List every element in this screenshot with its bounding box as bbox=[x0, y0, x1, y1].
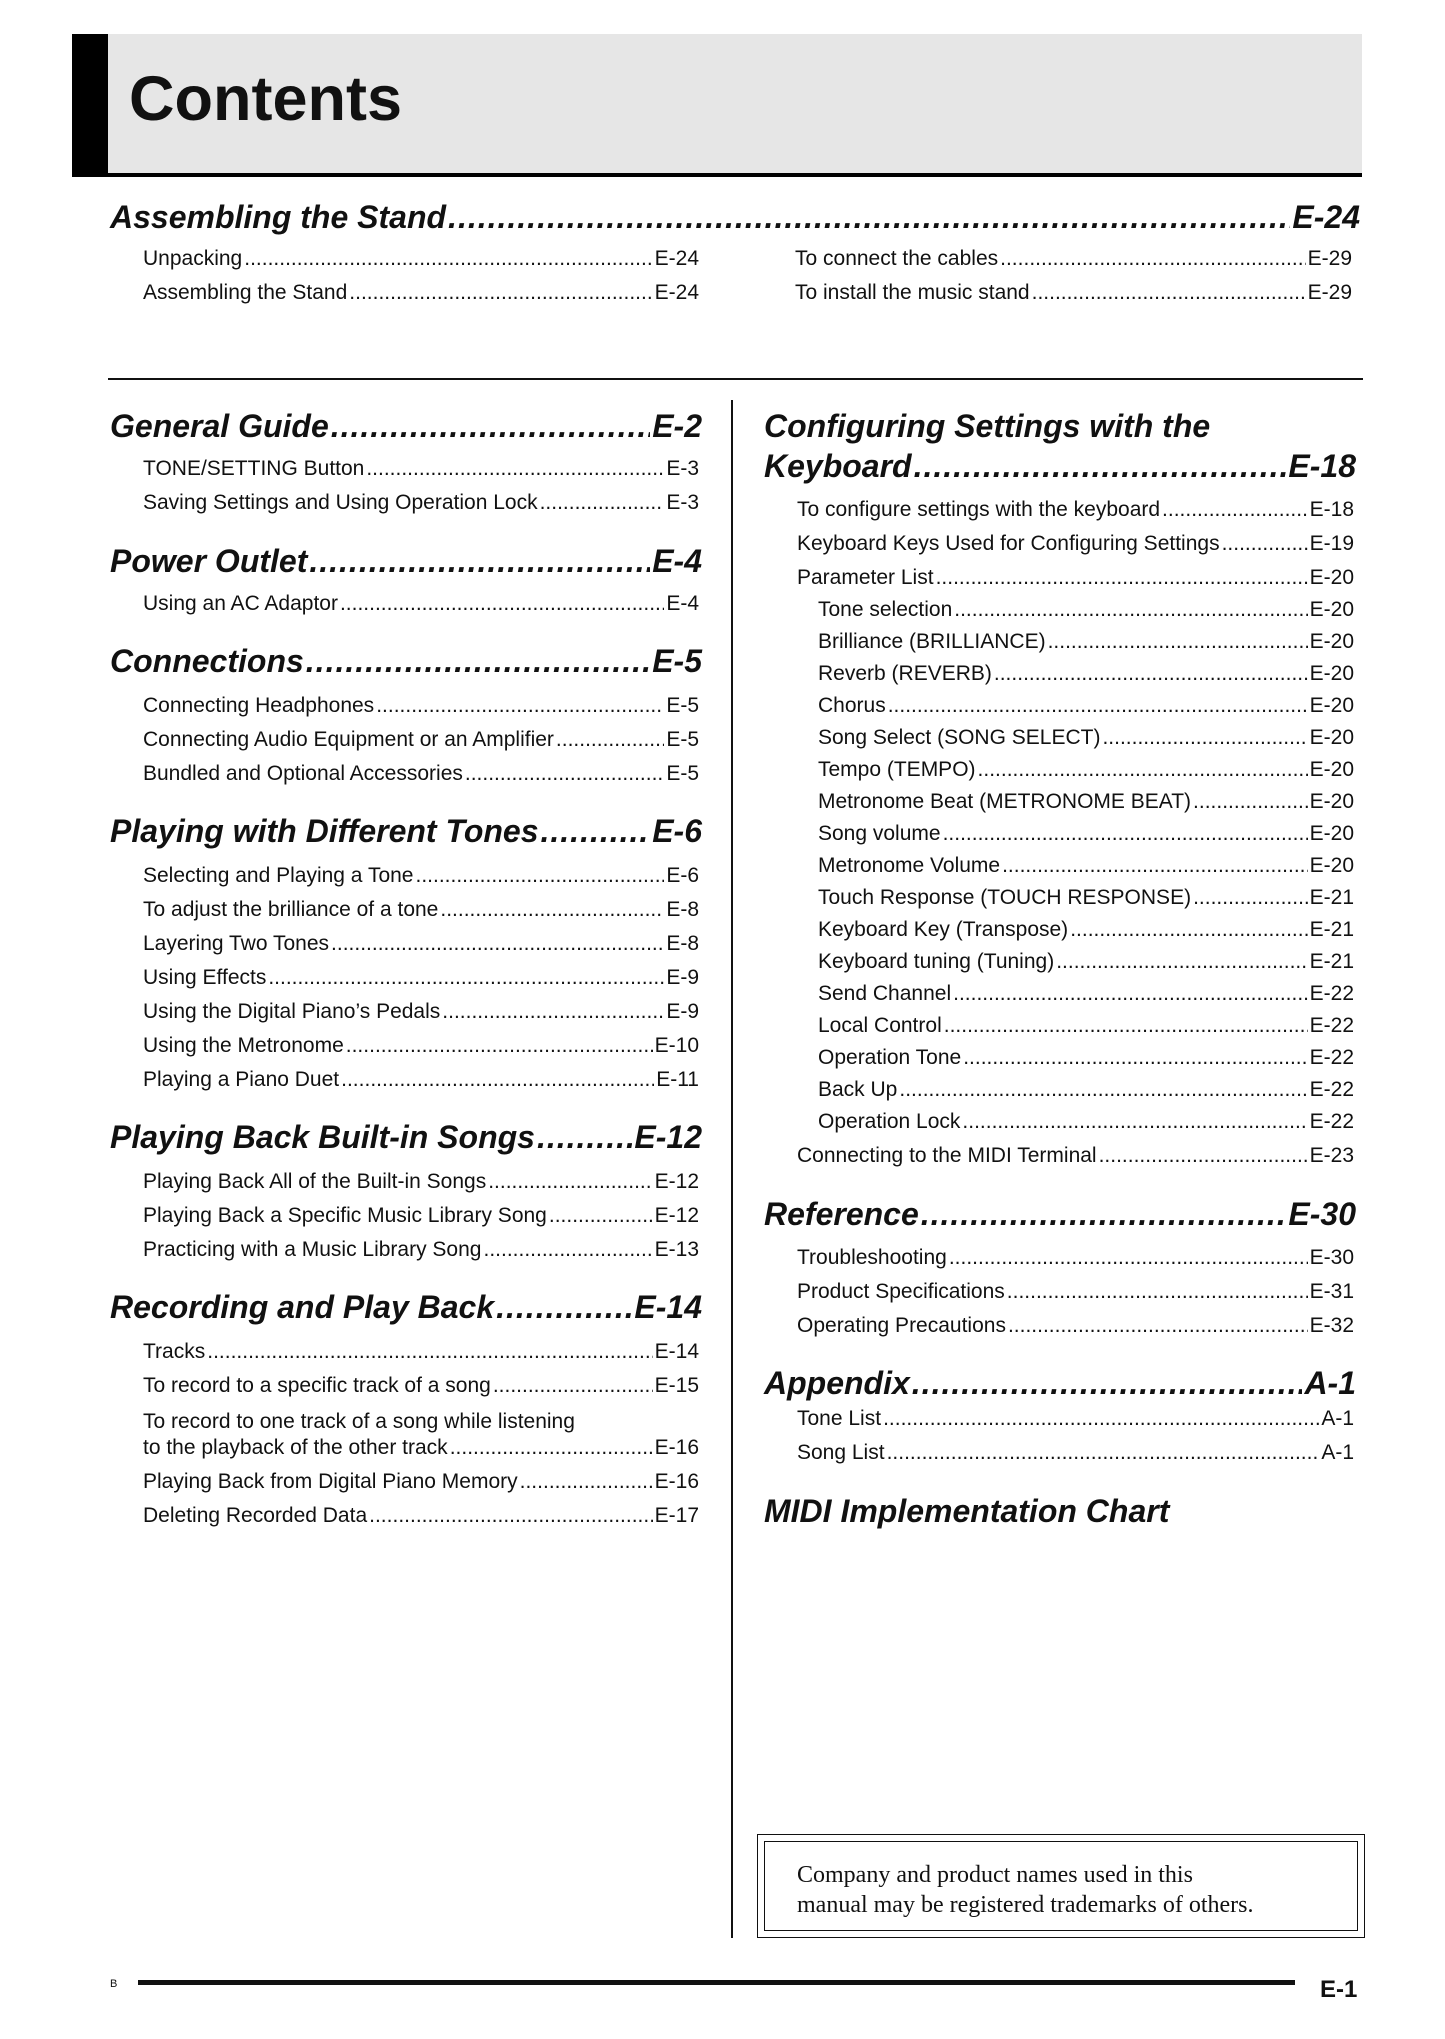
toc-entry[interactable]: Playing a Piano Duet ..... E-11 bbox=[143, 1067, 699, 1093]
toc-subentry[interactable]: Keyboard tuning (Tuning) ..... E-21 bbox=[818, 949, 1354, 975]
footer-rule bbox=[138, 1980, 1295, 1985]
toc-entry[interactable]: Unpacking ..... E-24 bbox=[143, 246, 699, 272]
toc-entry[interactable]: Troubleshooting ..... E-30 bbox=[797, 1245, 1354, 1271]
toc-section-reference[interactable]: Reference ..... E-30 bbox=[764, 1195, 1356, 1233]
toc-entry[interactable]: Product Specifications ..... E-31 bbox=[797, 1279, 1354, 1305]
toc-entry[interactable]: Tracks ..... E-14 bbox=[143, 1339, 699, 1365]
toc-subentry[interactable]: Send Channel ..... E-22 bbox=[818, 981, 1354, 1007]
toc-subentry[interactable]: Operation Tone ..... E-22 bbox=[818, 1045, 1354, 1071]
toc-entry[interactable]: Playing Back All of the Built-in Songs ..... E-12 bbox=[143, 1169, 699, 1195]
toc-entry[interactable]: Deleting Recorded Data ..... E-17 bbox=[143, 1503, 699, 1529]
column-divider bbox=[731, 400, 733, 1938]
toc-entry[interactable]: Using an AC Adaptor ..... E-4 bbox=[143, 591, 699, 617]
toc-subentry[interactable]: Back Up ..... E-22 bbox=[818, 1077, 1354, 1103]
toc-entry[interactable]: Keyboard Keys Used for Configuring Settings ..... E-19 bbox=[797, 531, 1354, 557]
toc-entry[interactable]: TONE/SETTING Button ..... E-3 bbox=[143, 456, 699, 482]
toc-subentry[interactable]: Brilliance (BRILLIANCE) ..... E-20 bbox=[818, 629, 1354, 655]
toc-entry[interactable]: Selecting and Playing a Tone ..... E-6 bbox=[143, 863, 699, 889]
toc-subentry[interactable]: Chorus ..... E-20 bbox=[818, 693, 1354, 719]
toc-entry[interactable]: To adjust the brilliance of a tone ..... E-8 bbox=[143, 897, 699, 923]
toc-subentry[interactable]: Metronome Volume ..... E-20 bbox=[818, 853, 1354, 879]
toc-entry[interactable]: Playing Back from Digital Piano Memory ..... E-16 bbox=[143, 1469, 699, 1495]
header-bar bbox=[72, 34, 108, 173]
toc-section-stand[interactable] bbox=[110, 198, 1360, 236]
toc-section-power-outlet[interactable]: Power Outlet ..... E-4 bbox=[110, 542, 702, 580]
toc-subentry[interactable]: Metronome Beat (METRONOME BEAT) ..... E-20 bbox=[818, 789, 1354, 815]
toc-section-connections[interactable]: Connections ..... E-5 bbox=[110, 642, 702, 680]
footer-letter: B bbox=[110, 1978, 118, 1990]
toc-subentry[interactable]: Operation Lock ..... E-22 bbox=[818, 1109, 1354, 1135]
contents-header bbox=[72, 34, 1362, 177]
toc-section-general-guide[interactable]: General Guide ..... E-2 bbox=[110, 407, 702, 445]
toc-entry[interactable]: Connecting Audio Equipment or an Amplifier ..... E-5 bbox=[143, 727, 699, 753]
notice-line-1: Company and product names used in this bbox=[797, 1862, 1193, 1888]
trademark-notice-inner bbox=[764, 1841, 1358, 1931]
section-page: E-24 bbox=[1292, 199, 1360, 235]
page-number: E-1 bbox=[1320, 1976, 1358, 2003]
toc-subentry[interactable]: Song Select (SONG SELECT) ..... E-20 bbox=[818, 725, 1354, 751]
toc-entry[interactable]: To connect the cables ..... E-29 bbox=[795, 246, 1352, 272]
toc-entry[interactable]: Playing Back a Specific Music Library Song ..... E-12 bbox=[143, 1203, 699, 1229]
toc-entry[interactable]: Assembling the Stand ..... E-24 bbox=[143, 280, 699, 306]
toc-entry[interactable]: To configure settings with the keyboard ..... E-18 bbox=[797, 497, 1354, 523]
page-title: Contents bbox=[129, 64, 402, 134]
toc-subentry[interactable]: Tempo (TEMPO) ..... E-20 bbox=[818, 757, 1354, 783]
toc-subentry[interactable]: Local Control ..... E-22 bbox=[818, 1013, 1354, 1039]
toc-subentry[interactable]: Keyboard Key (Transpose) ..... E-21 bbox=[818, 917, 1354, 943]
toc-entry[interactable]: Connecting to the MIDI Terminal ..... E-23 bbox=[797, 1143, 1354, 1169]
toc-entry[interactable]: to the playback of the other track ..... E-16 bbox=[143, 1435, 699, 1461]
toc-section-recording[interactable]: Recording and Play Back ..... E-14 bbox=[110, 1288, 702, 1326]
toc-section-midi-chart[interactable]: MIDI Implementation Chart bbox=[764, 1493, 1170, 1529]
toc-entry[interactable]: Saving Settings and Using Operation Lock ..... E-3 bbox=[143, 490, 699, 516]
toc-entry[interactable]: Using the Metronome ..... E-10 bbox=[143, 1033, 699, 1059]
toc-section-tones[interactable]: Playing with Different Tones ..... E-6 bbox=[110, 812, 702, 850]
toc-entry[interactable]: Layering Two Tones ..... E-8 bbox=[143, 931, 699, 957]
toc-subentry[interactable]: Touch Response (TOUCH RESPONSE) ..... E-21 bbox=[818, 885, 1354, 911]
trademark-notice bbox=[757, 1834, 1365, 1938]
toc-subentry[interactable]: Reverb (REVERB) ..... E-20 bbox=[818, 661, 1354, 687]
toc-entry[interactable]: Bundled and Optional Accessories ..... E-5 bbox=[143, 761, 699, 787]
toc-entry[interactable]: Using Effects ..... E-9 bbox=[143, 965, 699, 991]
toc-subentry[interactable]: Tone selection ..... E-20 bbox=[818, 597, 1354, 623]
toc-entry-line[interactable]: To record to one track of a song while listening bbox=[143, 1410, 575, 1433]
toc-entry[interactable]: Parameter List ..... E-20 bbox=[797, 565, 1354, 591]
toc-entry[interactable]: Operating Precautions ..... E-32 bbox=[797, 1313, 1354, 1339]
toc-section-config[interactable]: Keyboard ..... E-18 bbox=[764, 447, 1356, 485]
toc-entry[interactable]: Tone List ..... A-1 bbox=[797, 1406, 1354, 1432]
section-divider bbox=[108, 378, 1363, 380]
section-title: Assembling the Stand bbox=[110, 199, 447, 235]
toc-entry[interactable]: Practicing with a Music Library Song ..... E-13 bbox=[143, 1237, 699, 1263]
toc-entry[interactable]: Song List ..... A-1 bbox=[797, 1440, 1354, 1466]
notice-line-2: manual may be registered trademarks of others. bbox=[797, 1892, 1254, 1918]
toc-subentry[interactable]: Song volume ..... E-20 bbox=[818, 821, 1354, 847]
toc-entry[interactable]: Using the Digital Piano’s Pedals ..... E-9 bbox=[143, 999, 699, 1025]
toc-entry[interactable]: Connecting Headphones ..... E-5 bbox=[143, 693, 699, 719]
toc-section-songs[interactable]: Playing Back Built-in Songs ..... E-12 bbox=[110, 1118, 702, 1156]
toc-section-appendix[interactable]: Appendix ..... A-1 bbox=[764, 1364, 1356, 1402]
toc-entry[interactable]: To install the music stand ..... E-29 bbox=[795, 280, 1352, 306]
toc-entry[interactable]: To record to a specific track of a song ..... E-15 bbox=[143, 1373, 699, 1399]
toc-section-config-line1[interactable]: Configuring Settings with the bbox=[764, 408, 1211, 444]
